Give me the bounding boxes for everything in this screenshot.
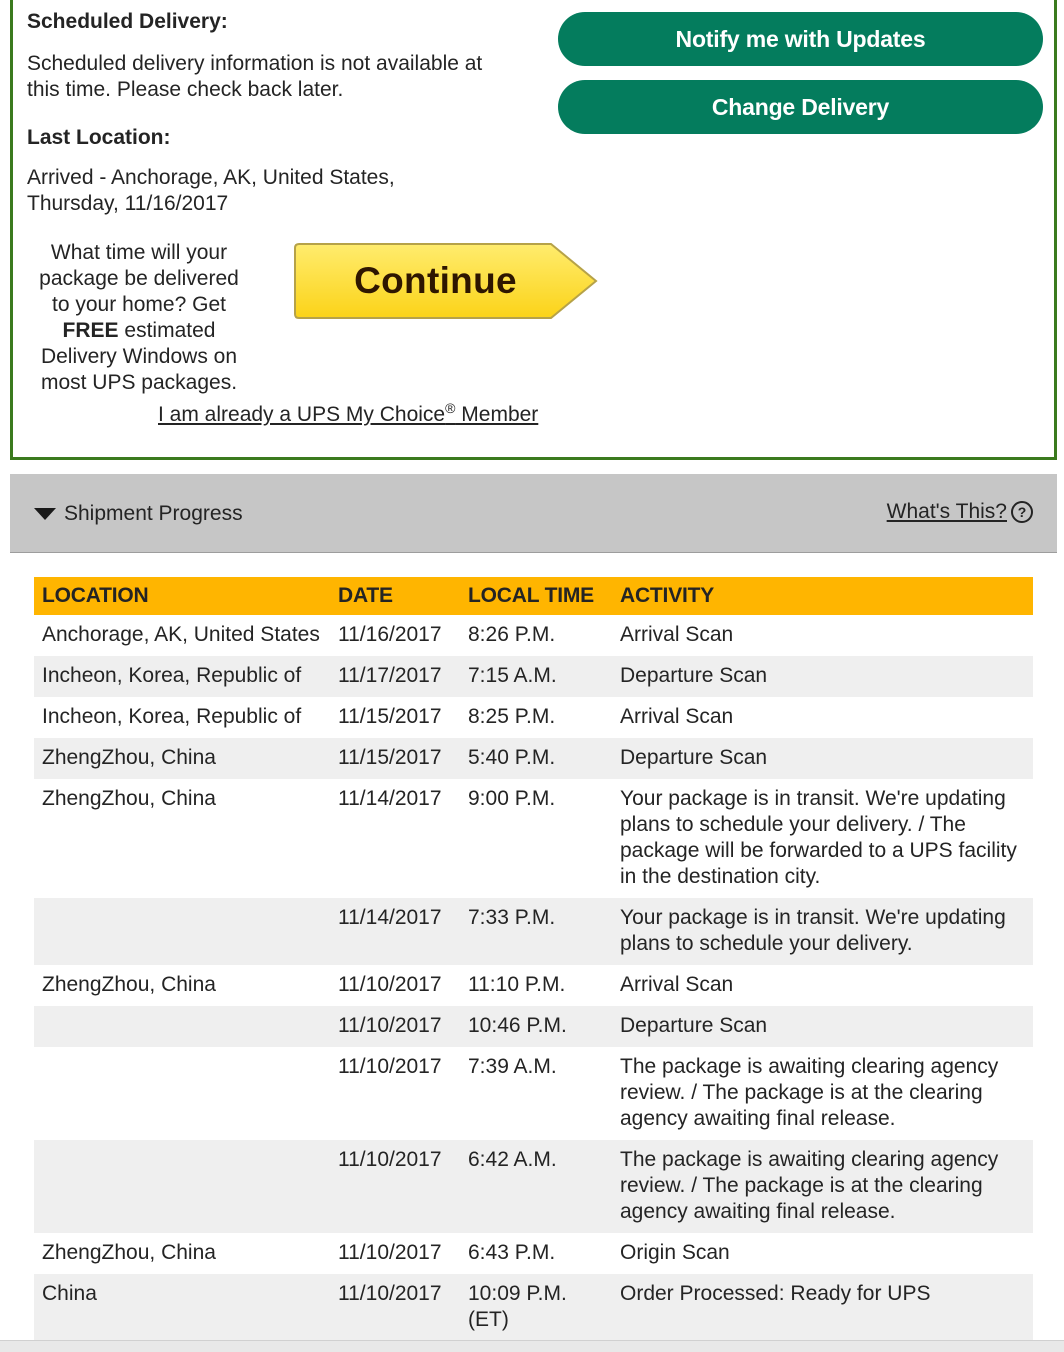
cell-local-time: 10:09 P.M. (ET) [460, 1274, 612, 1341]
table-row [34, 779, 1033, 898]
column-header-local-time: LOCAL TIME [460, 577, 612, 615]
column-header-location: LOCATION [34, 577, 330, 615]
last-location-label: Last Location: [27, 126, 171, 149]
change-delivery-button[interactable]: Change Delivery [558, 80, 1043, 134]
last-location-line1: Arrived - Anchorage, AK, United States, [27, 166, 395, 189]
page-bottom-edge [0, 1340, 1064, 1352]
cell-activity: Origin Scan [620, 1241, 730, 1264]
column-header-date: DATE [330, 577, 460, 615]
cell-location: China [34, 1274, 330, 1341]
help-circle-icon: ? [1011, 501, 1033, 523]
table-row [34, 1047, 1033, 1140]
table-header-row [34, 577, 1033, 615]
last-location-date: Thursday, 11/16/2017 [27, 192, 229, 215]
table-row [34, 738, 1033, 779]
cell-local-time: 7:15 A.M. [460, 656, 612, 697]
scheduled-delivery-text: Scheduled delivery information is not available at this time. Please check back later. [27, 52, 483, 101]
table-row [34, 615, 1033, 656]
cell-date: 11/16/2017 [338, 623, 442, 646]
delivery-window-promo [31, 240, 247, 396]
promo-text-part1: What time will your package be delivered to your home? Get [39, 241, 239, 316]
cell-local-time: 7:39 A.M. [468, 1055, 557, 1078]
continue-label: Continue [354, 260, 517, 301]
whats-this-label: What's This? [886, 500, 1007, 523]
cell-location: ZhengZhou, China [42, 787, 216, 810]
cell-date: 11/14/2017 [338, 787, 442, 810]
cell-date: 11/10/2017 [330, 1274, 460, 1341]
my-choice-member-link[interactable] [158, 400, 538, 427]
cell-location [34, 1006, 330, 1047]
cell-location: Anchorage, AK, United States [42, 623, 320, 646]
cell-local-time: 8:26 P.M. [468, 623, 556, 646]
cell-activity: Departure Scan [612, 1006, 1033, 1047]
cell-activity: Order Processed: Ready for UPS [612, 1274, 1033, 1341]
cell-local-time: 6:43 P.M. [468, 1241, 556, 1264]
cell-activity: Your package is in transit. We're updating plans to schedule your delivery. / The package will be forwarded to a UPS facility in the destination city. [620, 787, 1017, 888]
whats-this-link[interactable] [887, 500, 1033, 524]
cell-location [34, 1047, 330, 1140]
cell-date: 11/10/2017 [338, 1055, 442, 1078]
cell-date: 11/10/2017 [338, 1241, 442, 1264]
cell-local-time: 10:46 P.M. [460, 1006, 612, 1047]
cell-activity: Arrival Scan [620, 705, 734, 728]
cell-location: ZhengZhou, China [42, 1241, 216, 1264]
table-row [34, 898, 1033, 965]
shipment-progress-title: Shipment Progress [64, 502, 243, 525]
caret-down-icon [34, 508, 56, 520]
cell-local-time: 9:00 P.M. [468, 787, 556, 810]
cell-location: ZhengZhou, China [34, 738, 330, 779]
registered-mark: ® [445, 400, 456, 416]
cell-date: 11/10/2017 [330, 1140, 460, 1233]
cell-activity: Arrival Scan [620, 623, 734, 646]
cell-local-time: 8:25 P.M. [468, 705, 556, 728]
cell-activity: Departure Scan [612, 738, 1033, 779]
shipment-progress-toggle[interactable] [34, 502, 243, 526]
cell-date: 11/15/2017 [338, 705, 442, 728]
member-link-suffix: Member [455, 403, 539, 426]
shipment-progress-table [34, 577, 1033, 1341]
shipment-progress-header [10, 474, 1057, 553]
cell-location [34, 1140, 330, 1233]
table-row [34, 697, 1033, 738]
cell-location [34, 898, 330, 965]
table-row [34, 1233, 1033, 1274]
cell-activity: Your package is in transit. We're updating plans to schedule your delivery. [612, 898, 1033, 965]
table-row [34, 656, 1033, 697]
cell-location: Incheon, Korea, Republic of [34, 656, 330, 697]
cell-location: ZhengZhou, China [42, 973, 216, 996]
cell-date: 11/14/2017 [330, 898, 460, 965]
table-body [34, 615, 1033, 1341]
cell-local-time: 6:42 A.M. [460, 1140, 612, 1233]
cell-date: 11/10/2017 [330, 1006, 460, 1047]
cell-local-time: 7:33 P.M. [460, 898, 612, 965]
cell-local-time: 11:10 P.M. [468, 973, 566, 996]
table-row [34, 1274, 1033, 1341]
cell-activity: Departure Scan [612, 656, 1033, 697]
cell-date: 11/10/2017 [338, 973, 442, 996]
table-row [34, 965, 1033, 1006]
column-header-activity: ACTIVITY [612, 577, 1033, 615]
delivery-info-panel [10, 0, 1057, 460]
promo-text-part2: estimated Delivery Windows on most UPS packages. [40, 319, 238, 394]
promo-free-text: FREE [62, 319, 119, 342]
cell-location: Incheon, Korea, Republic of [42, 705, 302, 728]
cell-local-time: 5:40 P.M. [460, 738, 612, 779]
cell-activity: The package is awaiting clearing agency review. / The package is at the clearing agency awaiting final release. [612, 1140, 1033, 1233]
table-row [34, 1006, 1033, 1047]
continue-button[interactable] [293, 242, 601, 320]
scheduled-delivery-label: Scheduled Delivery: [27, 10, 228, 33]
cell-date: 11/17/2017 [330, 656, 460, 697]
cell-date: 11/15/2017 [330, 738, 460, 779]
cell-activity: The package is awaiting clearing agency review. / The package is at the clearing agency awaiting final release. [620, 1055, 999, 1130]
member-link-text: I am already a UPS My Choice [158, 403, 446, 426]
notify-updates-button[interactable]: Notify me with Updates [558, 12, 1043, 66]
cell-activity: Arrival Scan [620, 973, 734, 996]
table-row [34, 1140, 1033, 1233]
